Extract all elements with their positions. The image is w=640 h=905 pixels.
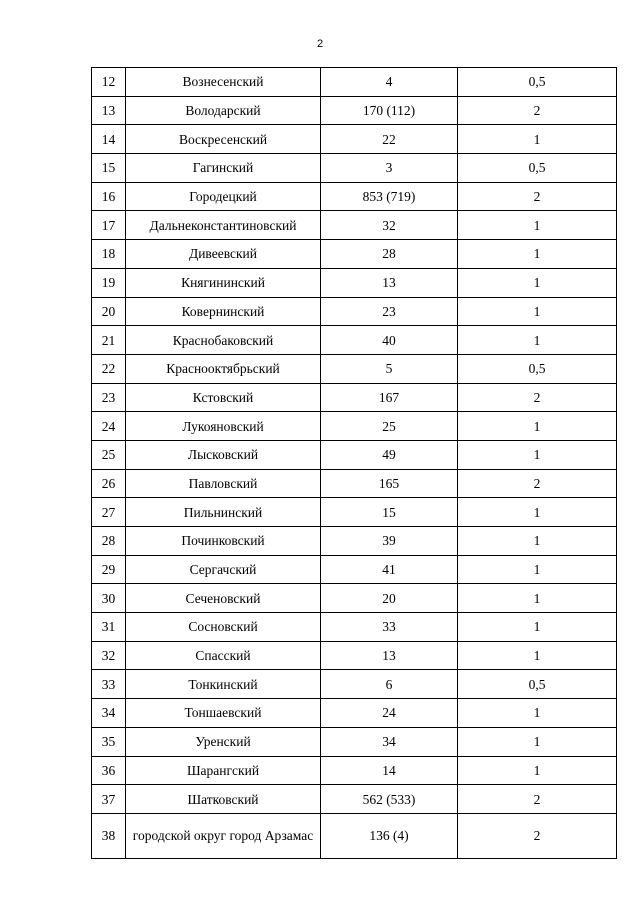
district-name-cell: Володарский xyxy=(126,96,321,125)
district-name-cell: городской округ город Арзамас xyxy=(126,813,321,858)
table-row xyxy=(92,268,617,297)
table-row xyxy=(92,756,617,785)
coefficient-cell: 1 xyxy=(458,584,617,613)
table-row xyxy=(92,125,617,154)
count-cell: 167 xyxy=(321,383,458,412)
row-number-cell: 25 xyxy=(92,440,126,469)
row-number-cell: 27 xyxy=(92,498,126,527)
row-number-cell: 37 xyxy=(92,785,126,814)
coefficient-cell: 1 xyxy=(458,641,617,670)
row-number-cell: 38 xyxy=(92,813,126,858)
district-name-cell: Вознесенский xyxy=(126,68,321,97)
coefficient-cell: 1 xyxy=(458,756,617,785)
table-row xyxy=(92,182,617,211)
table-row xyxy=(92,96,617,125)
row-number-cell: 19 xyxy=(92,268,126,297)
district-name-cell: Сергачский xyxy=(126,555,321,584)
count-cell: 562 (533) xyxy=(321,785,458,814)
district-name-cell: Кстовский xyxy=(126,383,321,412)
row-number-cell: 16 xyxy=(92,182,126,211)
row-number-cell: 17 xyxy=(92,211,126,240)
coefficient-cell: 1 xyxy=(458,498,617,527)
coefficient-cell: 1 xyxy=(458,555,617,584)
district-name-cell: Павловский xyxy=(126,469,321,498)
count-cell: 32 xyxy=(321,211,458,240)
district-name-cell: Лысковский xyxy=(126,440,321,469)
row-number-cell: 21 xyxy=(92,326,126,355)
table-row xyxy=(92,555,617,584)
district-name-cell: Городецкий xyxy=(126,182,321,211)
row-number-cell: 30 xyxy=(92,584,126,613)
table-row xyxy=(92,527,617,556)
table-row xyxy=(92,785,617,814)
count-cell: 24 xyxy=(321,699,458,728)
row-number-cell: 22 xyxy=(92,354,126,383)
row-number-cell: 26 xyxy=(92,469,126,498)
district-name-cell: Сеченовский xyxy=(126,584,321,613)
row-number-cell: 15 xyxy=(92,154,126,183)
count-cell: 15 xyxy=(321,498,458,527)
district-name-cell: Краснобаковский xyxy=(126,326,321,355)
coefficient-cell: 2 xyxy=(458,182,617,211)
coefficient-cell: 0,5 xyxy=(458,68,617,97)
coefficient-cell: 2 xyxy=(458,813,617,858)
district-name-cell: Шарангский xyxy=(126,756,321,785)
district-name-cell: Уренский xyxy=(126,727,321,756)
table-row xyxy=(92,813,617,858)
table-row xyxy=(92,727,617,756)
table-row xyxy=(92,613,617,642)
coefficient-cell: 2 xyxy=(458,383,617,412)
district-name-cell: Дивеевский xyxy=(126,240,321,269)
table-row xyxy=(92,641,617,670)
coefficient-cell: 1 xyxy=(458,613,617,642)
table-row xyxy=(92,154,617,183)
coefficient-cell: 1 xyxy=(458,240,617,269)
count-cell: 23 xyxy=(321,297,458,326)
row-number-cell: 14 xyxy=(92,125,126,154)
page-number: 2 xyxy=(316,38,324,50)
coefficient-cell: 0,5 xyxy=(458,154,617,183)
coefficient-cell: 0,5 xyxy=(458,670,617,699)
district-name-cell: Дальнеконстантиновский xyxy=(126,211,321,240)
row-number-cell: 32 xyxy=(92,641,126,670)
district-name-cell: Починковский xyxy=(126,527,321,556)
coefficient-cell: 1 xyxy=(458,211,617,240)
count-cell: 20 xyxy=(321,584,458,613)
table-row xyxy=(92,670,617,699)
coefficient-cell: 1 xyxy=(458,440,617,469)
count-cell: 5 xyxy=(321,354,458,383)
row-number-cell: 33 xyxy=(92,670,126,699)
table-row xyxy=(92,68,617,97)
count-cell: 170 (112) xyxy=(321,96,458,125)
row-number-cell: 13 xyxy=(92,96,126,125)
count-cell: 22 xyxy=(321,125,458,154)
regions-table-body xyxy=(92,68,617,859)
row-number-cell: 23 xyxy=(92,383,126,412)
district-name-cell: Спасский xyxy=(126,641,321,670)
district-name-cell: Пильнинский xyxy=(126,498,321,527)
table-row xyxy=(92,211,617,240)
district-name-cell: Тонкинский xyxy=(126,670,321,699)
coefficient-cell: 1 xyxy=(458,527,617,556)
count-cell: 853 (719) xyxy=(321,182,458,211)
district-name-cell: Тоншаевский xyxy=(126,699,321,728)
row-number-cell: 24 xyxy=(92,412,126,441)
row-number-cell: 34 xyxy=(92,699,126,728)
district-name-cell: Шатковский xyxy=(126,785,321,814)
count-cell: 14 xyxy=(321,756,458,785)
row-number-cell: 28 xyxy=(92,527,126,556)
table-row xyxy=(92,354,617,383)
count-cell: 41 xyxy=(321,555,458,584)
count-cell: 6 xyxy=(321,670,458,699)
table-row xyxy=(92,699,617,728)
count-cell: 33 xyxy=(321,613,458,642)
table-row xyxy=(92,498,617,527)
table-row xyxy=(92,240,617,269)
district-name-cell: Лукояновский xyxy=(126,412,321,441)
count-cell: 13 xyxy=(321,641,458,670)
count-cell: 49 xyxy=(321,440,458,469)
count-cell: 34 xyxy=(321,727,458,756)
coefficient-cell: 1 xyxy=(458,297,617,326)
coefficient-cell: 1 xyxy=(458,699,617,728)
table-row xyxy=(92,584,617,613)
count-cell: 25 xyxy=(321,412,458,441)
regions-table xyxy=(91,67,617,859)
district-name-cell: Гагинский xyxy=(126,154,321,183)
row-number-cell: 31 xyxy=(92,613,126,642)
coefficient-cell: 1 xyxy=(458,125,617,154)
count-cell: 4 xyxy=(321,68,458,97)
coefficient-cell: 1 xyxy=(458,326,617,355)
coefficient-cell: 2 xyxy=(458,96,617,125)
coefficient-cell: 1 xyxy=(458,727,617,756)
row-number-cell: 35 xyxy=(92,727,126,756)
row-number-cell: 36 xyxy=(92,756,126,785)
count-cell: 40 xyxy=(321,326,458,355)
row-number-cell: 29 xyxy=(92,555,126,584)
row-number-cell: 18 xyxy=(92,240,126,269)
table-row xyxy=(92,412,617,441)
table-row xyxy=(92,326,617,355)
table-row xyxy=(92,383,617,412)
district-name-cell: Краснооктябрьский xyxy=(126,354,321,383)
district-name-cell: Сосновский xyxy=(126,613,321,642)
count-cell: 3 xyxy=(321,154,458,183)
row-number-cell: 12 xyxy=(92,68,126,97)
district-name-cell: Воскресенский xyxy=(126,125,321,154)
table-row xyxy=(92,297,617,326)
coefficient-cell: 2 xyxy=(458,785,617,814)
count-cell: 28 xyxy=(321,240,458,269)
district-name-cell: Ковернинский xyxy=(126,297,321,326)
row-number-cell: 20 xyxy=(92,297,126,326)
count-cell: 39 xyxy=(321,527,458,556)
table-row xyxy=(92,469,617,498)
district-name-cell: Княгининский xyxy=(126,268,321,297)
coefficient-cell: 0,5 xyxy=(458,354,617,383)
count-cell: 136 (4) xyxy=(321,813,458,858)
count-cell: 13 xyxy=(321,268,458,297)
count-cell: 165 xyxy=(321,469,458,498)
coefficient-cell: 1 xyxy=(458,268,617,297)
coefficient-cell: 1 xyxy=(458,412,617,441)
table-row xyxy=(92,440,617,469)
coefficient-cell: 2 xyxy=(458,469,617,498)
